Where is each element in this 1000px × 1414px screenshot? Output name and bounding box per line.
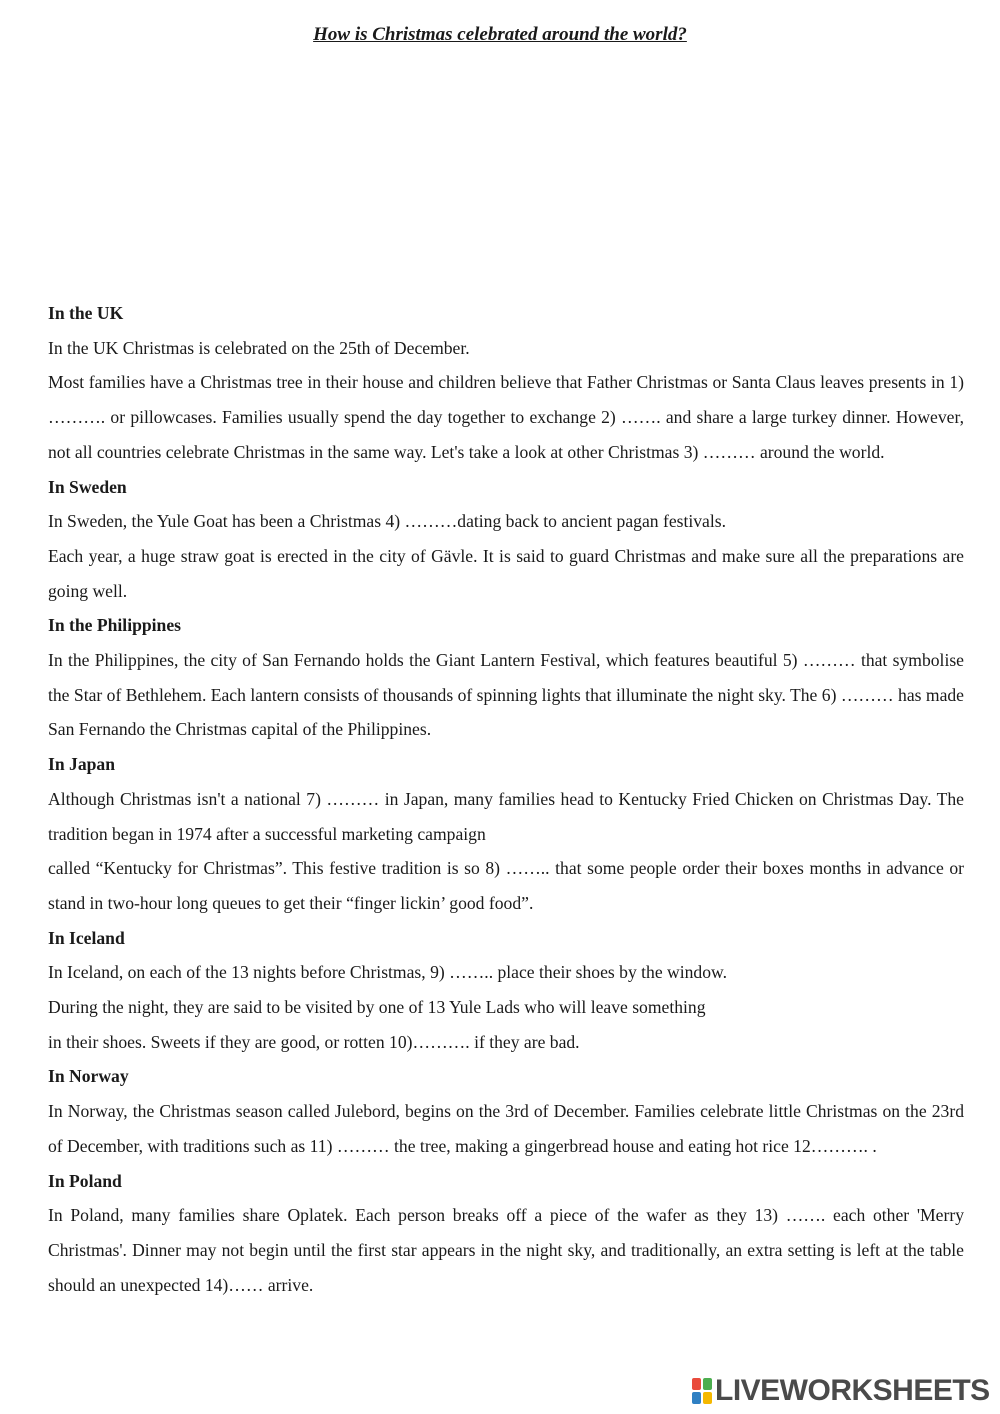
paragraph: Although Christmas isn't a national 7) ……… in Japan, many families head to Kentucky Fried Chicken on Christmas Day. The tradition began in 1974 after a successful marketing campaign — [48, 788, 964, 844]
section-heading: In Sweden — [48, 476, 127, 497]
section-heading: In the UK — [48, 303, 124, 323]
paragraph: In Norway, the Christmas season called Julebord, begins on the 3rd of December. Families celebrate little Christmas on the 23rd of December, with traditions such as 11) ……… the tree, making a gingerbread house and eating hot rice 12………. . — [48, 1101, 964, 1156]
section-heading: In the Philippines — [48, 615, 181, 636]
liveworksheets-logo-icon — [692, 1378, 712, 1404]
worksheet-content — [48, 296, 964, 1302]
section-iceland — [48, 921, 964, 1060]
logo-square — [692, 1378, 701, 1390]
section-poland — [48, 1164, 964, 1303]
section-heading: In Japan — [48, 754, 115, 775]
section-philippines — [48, 608, 964, 747]
paragraph: In the UK Christmas is celebrated on the 25th of December. — [48, 337, 470, 358]
paragraph: Most families have a Christmas tree in their house and children believe that Father Christmas or Santa Claus leaves presents in 1) ………. or pillowcases. Families usually spend the day together to exchange 2) ……. and share a large turkey dinner. However, not all countries celebrate Christmas in the same way. Let's take a look at other Christmas 3) ……… around the world. — [48, 372, 964, 462]
section-heading: In Norway — [48, 1066, 129, 1087]
section-uk — [48, 296, 964, 470]
section-heading: In Iceland — [48, 927, 125, 948]
section-japan — [48, 747, 964, 921]
paragraph: Each year, a huge straw goat is erected in the city of Gävle. It is said to guard Christmas and make sure all the preparations are going well. — [48, 545, 964, 601]
paragraph: During the night, they are said to be visited by one of 13 Yule Lads who will leave something — [48, 997, 706, 1018]
section-heading: In Poland — [48, 1170, 122, 1191]
paragraph: In Iceland, on each of the 13 nights before Christmas, 9) …….. place their shoes by the window. — [48, 962, 727, 983]
paragraph: In Sweden, the Yule Goat has been a Christmas 4) ………dating back to ancient pagan festivals. — [48, 511, 726, 532]
section-norway — [48, 1059, 964, 1163]
paragraph: in their shoes. Sweets if they are good, or rotten 10)………. if they are bad. — [48, 1031, 580, 1052]
section-sweden — [48, 470, 964, 609]
logo-square — [703, 1392, 712, 1404]
brand-text: LIVEWORKSHEETS — [715, 1374, 990, 1407]
paragraph: In the Philippines, the city of San Fernando holds the Giant Lantern Festival, which features beautiful 5) ……… that symbolise the Star of Bethlehem. Each lantern consists of thousands of spinning lights that illuminate the night sky. The 6) ……… has made San Fernando the Christmas capital of the Philippines. — [48, 650, 964, 740]
paragraph: called “Kentucky for Christmas”. This festive tradition is so 8) …….. that some people order their boxes months in advance or stand in two-hour long queues to get their “finger lickin’ good food”. — [48, 858, 964, 913]
logo-square — [703, 1378, 712, 1390]
page-title: How is Christmas celebrated around the world? — [313, 24, 687, 45]
liveworksheets-brand — [692, 1374, 990, 1408]
paragraph: In Poland, many families share Oplatek. Each person breaks off a piece of the wafer as they 13) ……. each other 'Merry Christmas'. Dinner may not begin until the first star appears in the night sky, and traditionally, an extra setting is left at the table should an unexpected 14)…… arrive. — [48, 1205, 964, 1295]
logo-square — [692, 1392, 701, 1404]
